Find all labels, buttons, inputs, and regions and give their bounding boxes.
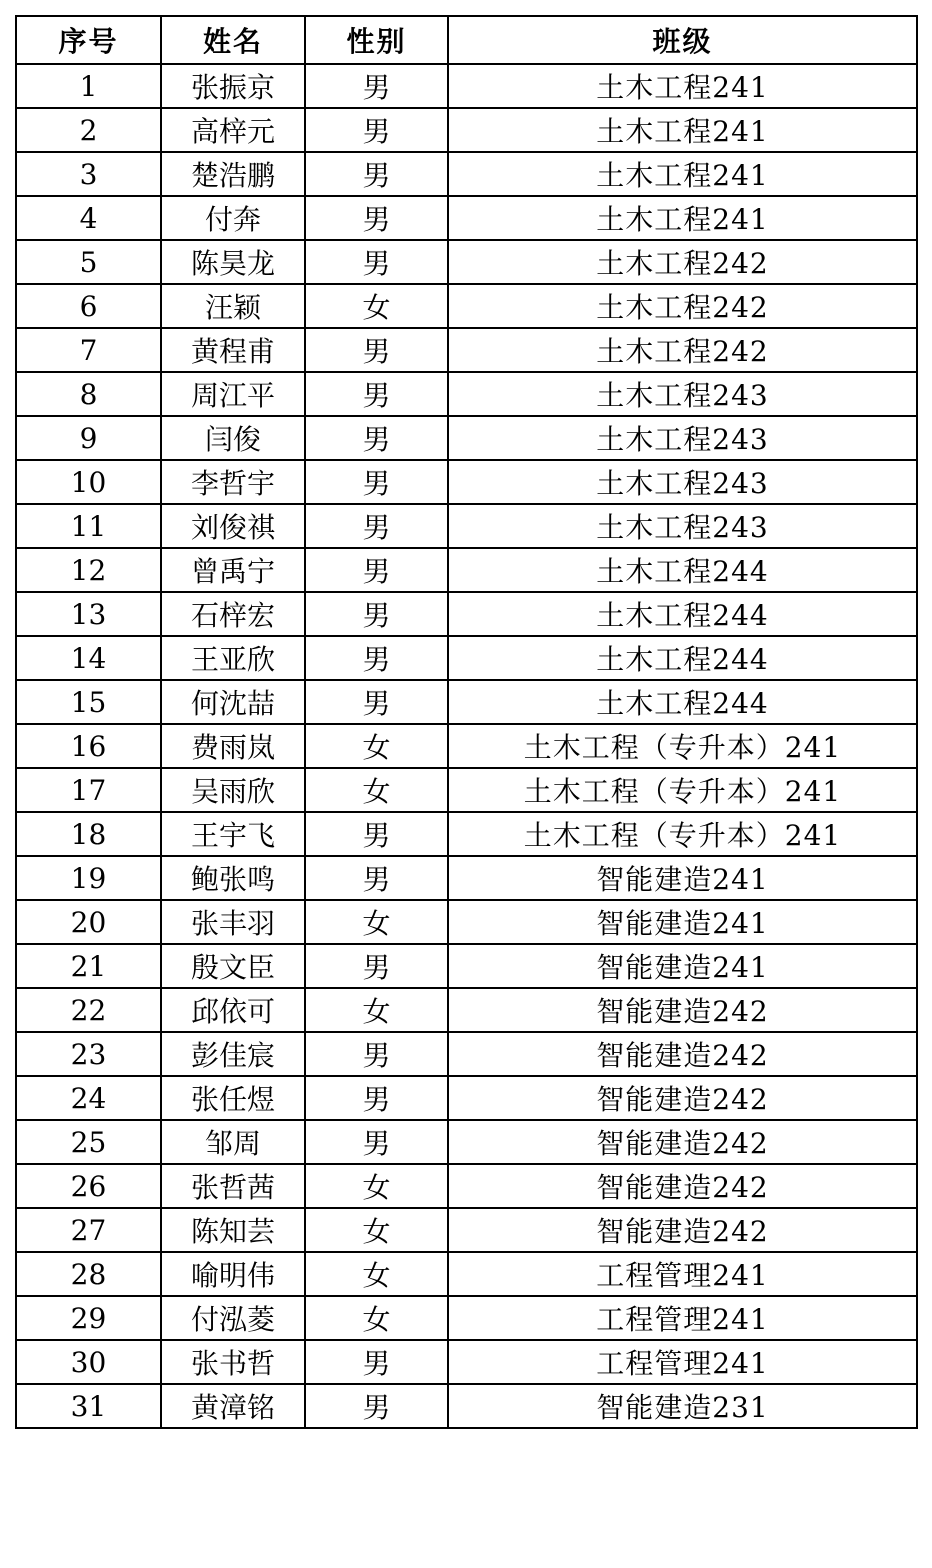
cell-index: 22 [16, 988, 161, 1032]
cell-gender: 男 [305, 64, 448, 108]
cell-gender: 男 [305, 328, 448, 372]
cell-index: 1 [16, 64, 161, 108]
table-row [16, 812, 917, 856]
table-row [16, 1120, 917, 1164]
cell-index: 2 [16, 108, 161, 152]
cell-gender: 男 [305, 856, 448, 900]
cell-gender: 男 [305, 636, 448, 680]
cell-class: 土木工程（专升本）241 [448, 768, 917, 812]
table-row [16, 196, 917, 240]
table-row [16, 548, 917, 592]
cell-name: 陈昊龙 [161, 240, 305, 284]
table-row [16, 636, 917, 680]
cell-index: 10 [16, 460, 161, 504]
cell-gender: 女 [305, 988, 448, 1032]
cell-gender: 女 [305, 768, 448, 812]
cell-index: 31 [16, 1384, 161, 1428]
table-row [16, 1032, 917, 1076]
cell-gender: 男 [305, 240, 448, 284]
cell-gender: 女 [305, 284, 448, 328]
cell-class: 土木工程243 [448, 416, 917, 460]
cell-index: 4 [16, 196, 161, 240]
cell-gender: 男 [305, 196, 448, 240]
cell-name: 王宇飞 [161, 812, 305, 856]
cell-class: 土木工程241 [448, 64, 917, 108]
cell-gender: 男 [305, 416, 448, 460]
cell-name: 李哲宇 [161, 460, 305, 504]
cell-index: 23 [16, 1032, 161, 1076]
cell-index: 6 [16, 284, 161, 328]
cell-name: 张哲茜 [161, 1164, 305, 1208]
cell-gender: 男 [305, 1340, 448, 1384]
cell-index: 8 [16, 372, 161, 416]
table-row [16, 504, 917, 548]
table-row [16, 284, 917, 328]
cell-class: 智能建造231 [448, 1384, 917, 1428]
cell-name: 高梓元 [161, 108, 305, 152]
cell-name: 喻明伟 [161, 1252, 305, 1296]
cell-name: 付泓菱 [161, 1296, 305, 1340]
cell-class: 智能建造242 [448, 1208, 917, 1252]
cell-class: 土木工程244 [448, 592, 917, 636]
cell-index: 9 [16, 416, 161, 460]
cell-gender: 男 [305, 372, 448, 416]
cell-class: 智能建造241 [448, 900, 917, 944]
cell-gender: 女 [305, 900, 448, 944]
cell-index: 21 [16, 944, 161, 988]
cell-gender: 女 [305, 1296, 448, 1340]
cell-name: 何沈喆 [161, 680, 305, 724]
cell-gender: 男 [305, 944, 448, 988]
cell-class: 智能建造242 [448, 1120, 917, 1164]
cell-name: 张振京 [161, 64, 305, 108]
cell-name: 费雨岚 [161, 724, 305, 768]
cell-gender: 男 [305, 812, 448, 856]
table-row [16, 328, 917, 372]
cell-gender: 女 [305, 724, 448, 768]
table-row [16, 1164, 917, 1208]
cell-index: 29 [16, 1296, 161, 1340]
cell-class: 智能建造242 [448, 988, 917, 1032]
cell-name: 殷文臣 [161, 944, 305, 988]
cell-class: 土木工程（专升本）241 [448, 812, 917, 856]
table-row [16, 768, 917, 812]
cell-gender: 男 [305, 1032, 448, 1076]
cell-gender: 男 [305, 548, 448, 592]
cell-name: 王亚欣 [161, 636, 305, 680]
cell-index: 3 [16, 152, 161, 196]
cell-index: 15 [16, 680, 161, 724]
cell-gender: 男 [305, 1384, 448, 1428]
table-row [16, 1252, 917, 1296]
cell-name: 黄漳铭 [161, 1384, 305, 1428]
cell-class: 土木工程（专升本）241 [448, 724, 917, 768]
header-row [16, 16, 917, 64]
table-row [16, 1076, 917, 1120]
cell-gender: 男 [305, 1120, 448, 1164]
cell-name: 石梓宏 [161, 592, 305, 636]
cell-index: 16 [16, 724, 161, 768]
cell-class: 土木工程243 [448, 372, 917, 416]
header-name: 姓名 [161, 16, 305, 64]
cell-class: 土木工程243 [448, 504, 917, 548]
cell-class: 智能建造242 [448, 1032, 917, 1076]
table-header [16, 16, 917, 64]
table-row [16, 856, 917, 900]
cell-class: 智能建造241 [448, 856, 917, 900]
cell-name: 刘俊祺 [161, 504, 305, 548]
cell-index: 17 [16, 768, 161, 812]
table-row [16, 1208, 917, 1252]
cell-class: 智能建造242 [448, 1076, 917, 1120]
table-row [16, 724, 917, 768]
cell-gender: 男 [305, 1076, 448, 1120]
cell-index: 30 [16, 1340, 161, 1384]
cell-index: 19 [16, 856, 161, 900]
cell-gender: 男 [305, 108, 448, 152]
table-row [16, 1296, 917, 1340]
cell-gender: 女 [305, 1208, 448, 1252]
cell-index: 25 [16, 1120, 161, 1164]
cell-class: 土木工程242 [448, 240, 917, 284]
cell-name: 张丰羽 [161, 900, 305, 944]
cell-name: 张任煜 [161, 1076, 305, 1120]
header-index: 序号 [16, 16, 161, 64]
cell-name: 彭佳宸 [161, 1032, 305, 1076]
cell-class: 土木工程241 [448, 108, 917, 152]
cell-index: 20 [16, 900, 161, 944]
cell-name: 鲍张鸣 [161, 856, 305, 900]
cell-class: 智能建造241 [448, 944, 917, 988]
cell-name: 闫俊 [161, 416, 305, 460]
cell-index: 12 [16, 548, 161, 592]
cell-class: 土木工程241 [448, 196, 917, 240]
cell-gender: 女 [305, 1252, 448, 1296]
cell-class: 土木工程244 [448, 680, 917, 724]
cell-name: 张书哲 [161, 1340, 305, 1384]
cell-gender: 女 [305, 1164, 448, 1208]
cell-name: 曾禹宁 [161, 548, 305, 592]
cell-class: 土木工程244 [448, 548, 917, 592]
table-row [16, 1340, 917, 1384]
student-roster-table [15, 15, 918, 1429]
cell-name: 邹周 [161, 1120, 305, 1164]
table-body [16, 64, 917, 1428]
table-row [16, 1384, 917, 1428]
cell-class: 工程管理241 [448, 1296, 917, 1340]
cell-name: 付奔 [161, 196, 305, 240]
cell-name: 吴雨欣 [161, 768, 305, 812]
header-gender: 性别 [305, 16, 448, 64]
table-row [16, 108, 917, 152]
cell-index: 7 [16, 328, 161, 372]
cell-index: 27 [16, 1208, 161, 1252]
cell-gender: 男 [305, 680, 448, 724]
cell-class: 工程管理241 [448, 1252, 917, 1296]
cell-name: 楚浩鹏 [161, 152, 305, 196]
cell-index: 26 [16, 1164, 161, 1208]
table-row [16, 460, 917, 504]
cell-class: 土木工程242 [448, 328, 917, 372]
cell-class: 土木工程243 [448, 460, 917, 504]
table-row [16, 944, 917, 988]
cell-index: 28 [16, 1252, 161, 1296]
cell-class: 土木工程241 [448, 152, 917, 196]
table-row [16, 900, 917, 944]
table-row [16, 416, 917, 460]
cell-class: 土木工程242 [448, 284, 917, 328]
cell-name: 黄程甫 [161, 328, 305, 372]
table-row [16, 988, 917, 1032]
cell-index: 24 [16, 1076, 161, 1120]
cell-class: 土木工程244 [448, 636, 917, 680]
cell-index: 14 [16, 636, 161, 680]
cell-class: 智能建造242 [448, 1164, 917, 1208]
cell-name: 周江平 [161, 372, 305, 416]
table-row [16, 680, 917, 724]
cell-name: 汪颖 [161, 284, 305, 328]
cell-gender: 男 [305, 152, 448, 196]
cell-gender: 男 [305, 460, 448, 504]
cell-index: 18 [16, 812, 161, 856]
table-row [16, 64, 917, 108]
cell-index: 13 [16, 592, 161, 636]
cell-gender: 男 [305, 592, 448, 636]
header-class: 班级 [448, 16, 917, 64]
table-row [16, 152, 917, 196]
cell-gender: 男 [305, 504, 448, 548]
table-row [16, 372, 917, 416]
cell-name: 邱依可 [161, 988, 305, 1032]
table-row [16, 240, 917, 284]
cell-name: 陈知芸 [161, 1208, 305, 1252]
cell-index: 5 [16, 240, 161, 284]
cell-class: 工程管理241 [448, 1340, 917, 1384]
table-row [16, 592, 917, 636]
cell-index: 11 [16, 504, 161, 548]
